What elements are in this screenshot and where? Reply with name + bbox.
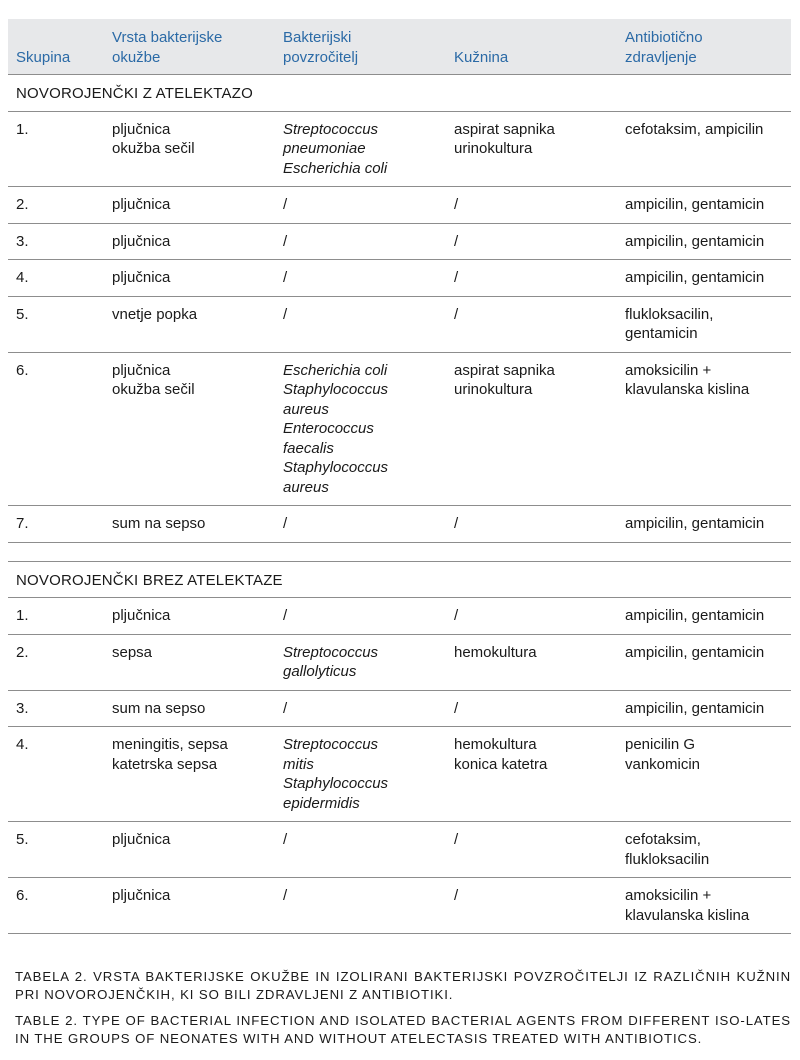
cell-bacterial-agent (275, 187, 446, 224)
cell-bacterial-agent-line: / (283, 232, 288, 250)
cell-group: 6. (8, 878, 104, 934)
cell-group: 6. (8, 352, 104, 506)
cell-infection-type-line: okužba sečil (112, 140, 195, 157)
header-agent-line: Bakterijski (283, 29, 352, 46)
cell-bacterial-agent-line: epidermidis (283, 794, 360, 812)
cell-antibiotic-treatment (617, 187, 791, 224)
cell-antibiotic-treatment-line: cefotaksim, ampicilin (625, 120, 764, 138)
section-spacer-row (8, 542, 791, 561)
header-group-text: Skupina (16, 48, 71, 66)
caption-english: TABLE 2. TYPE OF BACTERIAL INFECTION AND ISOLATED BACTERIAL AGENTS FROM DIFFERENT ISO-LATES IN THE GROUPS OF NEONATES WITH AND WITHOUT ATELECTASIS TREATED WITH ANTIBIOTICS. (15, 1013, 791, 1046)
cell-group: 1. (8, 598, 104, 635)
cell-antibiotic-treatment (617, 506, 791, 543)
cell-infection-type (104, 260, 275, 297)
cell-group: 3. (8, 690, 104, 727)
cell-antibiotic-treatment-line: ampicilin, gentamicin (625, 699, 765, 717)
table-row (8, 878, 791, 934)
cell-sample-line: / (454, 515, 459, 532)
cell-antibiotic-treatment-line: ampicilin, gentamicin (625, 515, 765, 532)
cell-infection-type-line: pljučnica (112, 607, 171, 624)
cell-sample-line: / (454, 269, 459, 286)
cell-infection-type-line: okužba sečil (112, 381, 195, 398)
header-treatment-line: zdravljenje (625, 48, 697, 66)
table-row (8, 506, 791, 543)
cell-sample (446, 296, 617, 352)
cell-infection-type (104, 223, 275, 260)
cell-infection-type-line: pljučnica (112, 196, 171, 213)
table-row (8, 296, 791, 352)
cell-antibiotic-treatment-line: klavulanska kislina (625, 381, 750, 398)
cell-infection-type-line: vnetje popka (112, 305, 198, 323)
cell-antibiotic-treatment-line: flukloksacilin, (625, 305, 714, 323)
cell-antibiotic-treatment-line: gentamicin (625, 325, 698, 342)
caption-slovene: TABELA 2. VRSTA BAKTERIJSKE OKUŽBE IN IZOLIRANI BAKTERIJSKI POVZROČITELJI IZ RAZLIČNIH KUŽNIN PRI NOVOROJENČKIH, KI SO BILI ZDRAVLJENI Z ANTIBIOTIKI. (15, 969, 791, 1002)
cell-group: 2. (8, 187, 104, 224)
table-row (8, 260, 791, 297)
cell-sample-line: aspirat sapnika (454, 361, 555, 379)
cell-group: 7. (8, 506, 104, 543)
table-container (8, 19, 791, 934)
cell-infection-type-line: pljučnica (112, 232, 171, 250)
cell-group: 3. (8, 223, 104, 260)
cell-bacterial-agent-line: / (283, 515, 288, 532)
cell-bacterial-agent (275, 260, 446, 297)
cell-bacterial-agent-line: / (283, 305, 288, 323)
cell-sample (446, 878, 617, 934)
header-sample (446, 19, 617, 75)
header-infection-line: Vrsta bakterijske (112, 29, 223, 46)
section-title-row (8, 561, 791, 598)
cell-bacterial-agent-line: pneumoniae (283, 140, 366, 157)
cell-infection-type (104, 187, 275, 224)
cell-antibiotic-treatment (617, 878, 791, 934)
cell-infection-type (104, 634, 275, 690)
cell-sample (446, 634, 617, 690)
cell-antibiotic-treatment (617, 352, 791, 506)
cell-sample-line: / (454, 831, 459, 848)
cell-bacterial-agent-line: gallolyticus (283, 663, 357, 680)
cell-group: 1. (8, 111, 104, 187)
cell-bacterial-agent-line: / (283, 831, 288, 848)
cell-antibiotic-treatment-line: ampicilin, gentamicin (625, 643, 765, 661)
cell-bacterial-agent-line: / (283, 607, 288, 624)
cell-antibiotic-treatment (617, 598, 791, 635)
table-row (8, 690, 791, 727)
cell-bacterial-agent-line: / (283, 887, 288, 904)
cell-antibiotic-treatment-line: ampicilin, gentamicin (625, 269, 765, 286)
cell-infection-type (104, 111, 275, 187)
cell-bacterial-agent-line: mitis (283, 755, 314, 773)
cell-bacterial-agent-line: Staphylococcus (283, 459, 389, 476)
cell-sample (446, 727, 617, 822)
cell-bacterial-agent (275, 878, 446, 934)
cell-sample-line: / (454, 305, 459, 323)
cell-sample (446, 352, 617, 506)
cell-antibiotic-treatment-line: vankomicin (625, 755, 701, 773)
cell-bacterial-agent (275, 352, 446, 506)
cell-bacterial-agent-line: Escherichia coli (283, 159, 388, 177)
cell-antibiotic-treatment-line: klavulanska kislina (625, 906, 750, 924)
cell-sample-line: konica katetra (454, 755, 548, 773)
cell-sample-line: / (454, 607, 459, 624)
cell-infection-type (104, 506, 275, 543)
cell-infection-type (104, 690, 275, 727)
cell-antibiotic-treatment (617, 223, 791, 260)
cell-antibiotic-treatment-line: amoksicilin + (625, 887, 712, 904)
cell-bacterial-agent-line: aureus (283, 478, 329, 496)
header-group (8, 19, 104, 75)
cell-antibiotic-treatment-line: ampicilin, gentamicin (625, 196, 765, 213)
header-sample-text: Kužnina (454, 48, 509, 66)
table-row (8, 111, 791, 187)
cell-antibiotic-treatment (617, 822, 791, 878)
cell-bacterial-agent-line: Escherichia coli (283, 361, 388, 379)
cell-group: 5. (8, 822, 104, 878)
table-header-row (8, 19, 791, 75)
cell-infection-type-line: pljučnica (112, 887, 171, 904)
cell-bacterial-agent-line: Streptococcus (283, 736, 379, 753)
cell-infection-type-line: pljučnica (112, 361, 171, 379)
cell-bacterial-agent (275, 822, 446, 878)
cell-antibiotic-treatment (617, 260, 791, 297)
cell-sample-line: hemokultura (454, 736, 537, 753)
cell-sample (446, 223, 617, 260)
cell-infection-type (104, 727, 275, 822)
cell-infection-type-line: sum na sepso (112, 699, 206, 717)
cell-infection-type (104, 598, 275, 635)
cell-sample-line: aspirat sapnika (454, 120, 555, 138)
cell-bacterial-agent-line: Staphylococcus (283, 381, 389, 398)
cell-group: 5. (8, 296, 104, 352)
cell-bacterial-agent-line: / (283, 196, 288, 213)
section-title: NOVOROJENČKI BREZ ATELEKTAZE (8, 561, 791, 598)
cell-bacterial-agent (275, 223, 446, 260)
table-row (8, 822, 791, 878)
cell-infection-type-line: sepsa (112, 643, 153, 661)
cell-antibiotic-treatment-line: amoksicilin + (625, 361, 712, 379)
table-row (8, 352, 791, 506)
cell-sample (446, 598, 617, 635)
cell-bacterial-agent-line: Streptococcus (283, 120, 379, 138)
section-title: NOVOROJENČKI Z ATELEKTAZO (8, 75, 791, 112)
cell-sample-line: / (454, 887, 459, 904)
cell-antibiotic-treatment-line: penicilin G (625, 736, 696, 753)
cell-sample-line: urinokultura (454, 140, 533, 157)
cell-sample (446, 260, 617, 297)
cell-sample-line: urinokultura (454, 381, 533, 398)
cell-bacterial-agent (275, 598, 446, 635)
cell-sample (446, 506, 617, 543)
table-row (8, 187, 791, 224)
cell-group: 2. (8, 634, 104, 690)
cell-bacterial-agent-line: Enterococcus (283, 420, 374, 437)
header-infection-type (104, 19, 275, 75)
cell-infection-type (104, 296, 275, 352)
header-antibiotic-treatment (617, 19, 791, 75)
section-title-row (8, 75, 791, 112)
cell-infection-type-line: pljučnica (112, 120, 171, 138)
cell-bacterial-agent-line: Streptococcus (283, 643, 379, 661)
cell-infection-type-line: sum na sepso (112, 515, 206, 532)
cell-antibiotic-treatment-line: cefotaksim, (625, 831, 701, 848)
cell-sample (446, 690, 617, 727)
cell-antibiotic-treatment (617, 296, 791, 352)
cell-infection-type (104, 822, 275, 878)
section-spacer (8, 542, 791, 561)
cell-bacterial-agent (275, 727, 446, 822)
cell-infection-type-line: pljučnica (112, 269, 171, 286)
cell-infection-type-line: katetrska sepsa (112, 755, 218, 773)
header-bacterial-agent (275, 19, 446, 75)
cell-antibiotic-treatment (617, 634, 791, 690)
cell-sample-line: / (454, 699, 459, 717)
cell-bacterial-agent-line: aureus (283, 400, 329, 418)
cell-infection-type (104, 878, 275, 934)
cell-sample-line: hemokultura (454, 643, 537, 661)
cell-bacterial-agent-line: / (283, 269, 288, 286)
table-row (8, 223, 791, 260)
cell-antibiotic-treatment-line: ampicilin, gentamicin (625, 607, 765, 624)
cell-infection-type (104, 352, 275, 506)
table-row (8, 727, 791, 822)
cell-bacterial-agent-line: / (283, 699, 288, 717)
cell-infection-type-line: meningitis, sepsa (112, 736, 228, 753)
cell-bacterial-agent (275, 634, 446, 690)
cell-antibiotic-treatment (617, 690, 791, 727)
cell-antibiotic-treatment (617, 111, 791, 187)
cell-antibiotic-treatment (617, 727, 791, 822)
cell-sample (446, 111, 617, 187)
cell-bacterial-agent (275, 111, 446, 187)
cell-bacterial-agent (275, 296, 446, 352)
cell-antibiotic-treatment-line: flukloksacilin (625, 850, 710, 868)
cell-bacterial-agent (275, 690, 446, 727)
cell-sample-line: / (454, 232, 459, 250)
cell-infection-type-line: pljučnica (112, 831, 171, 848)
header-agent-line: povzročitelj (283, 48, 359, 66)
cell-group: 4. (8, 727, 104, 822)
cell-bacterial-agent-line: faecalis (283, 439, 334, 457)
header-infection-line: okužbe (112, 48, 161, 66)
cell-sample (446, 822, 617, 878)
header-treatment-line: Antibiotično (625, 29, 703, 46)
cell-antibiotic-treatment-line: ampicilin, gentamicin (625, 232, 765, 250)
cell-bacterial-agent (275, 506, 446, 543)
cell-sample (446, 187, 617, 224)
bacterial-infection-table (8, 19, 791, 934)
cell-sample-line: / (454, 196, 459, 213)
cell-bacterial-agent-line: Staphylococcus (283, 775, 389, 792)
table-row (8, 634, 791, 690)
table-row (8, 598, 791, 635)
cell-group: 4. (8, 260, 104, 297)
